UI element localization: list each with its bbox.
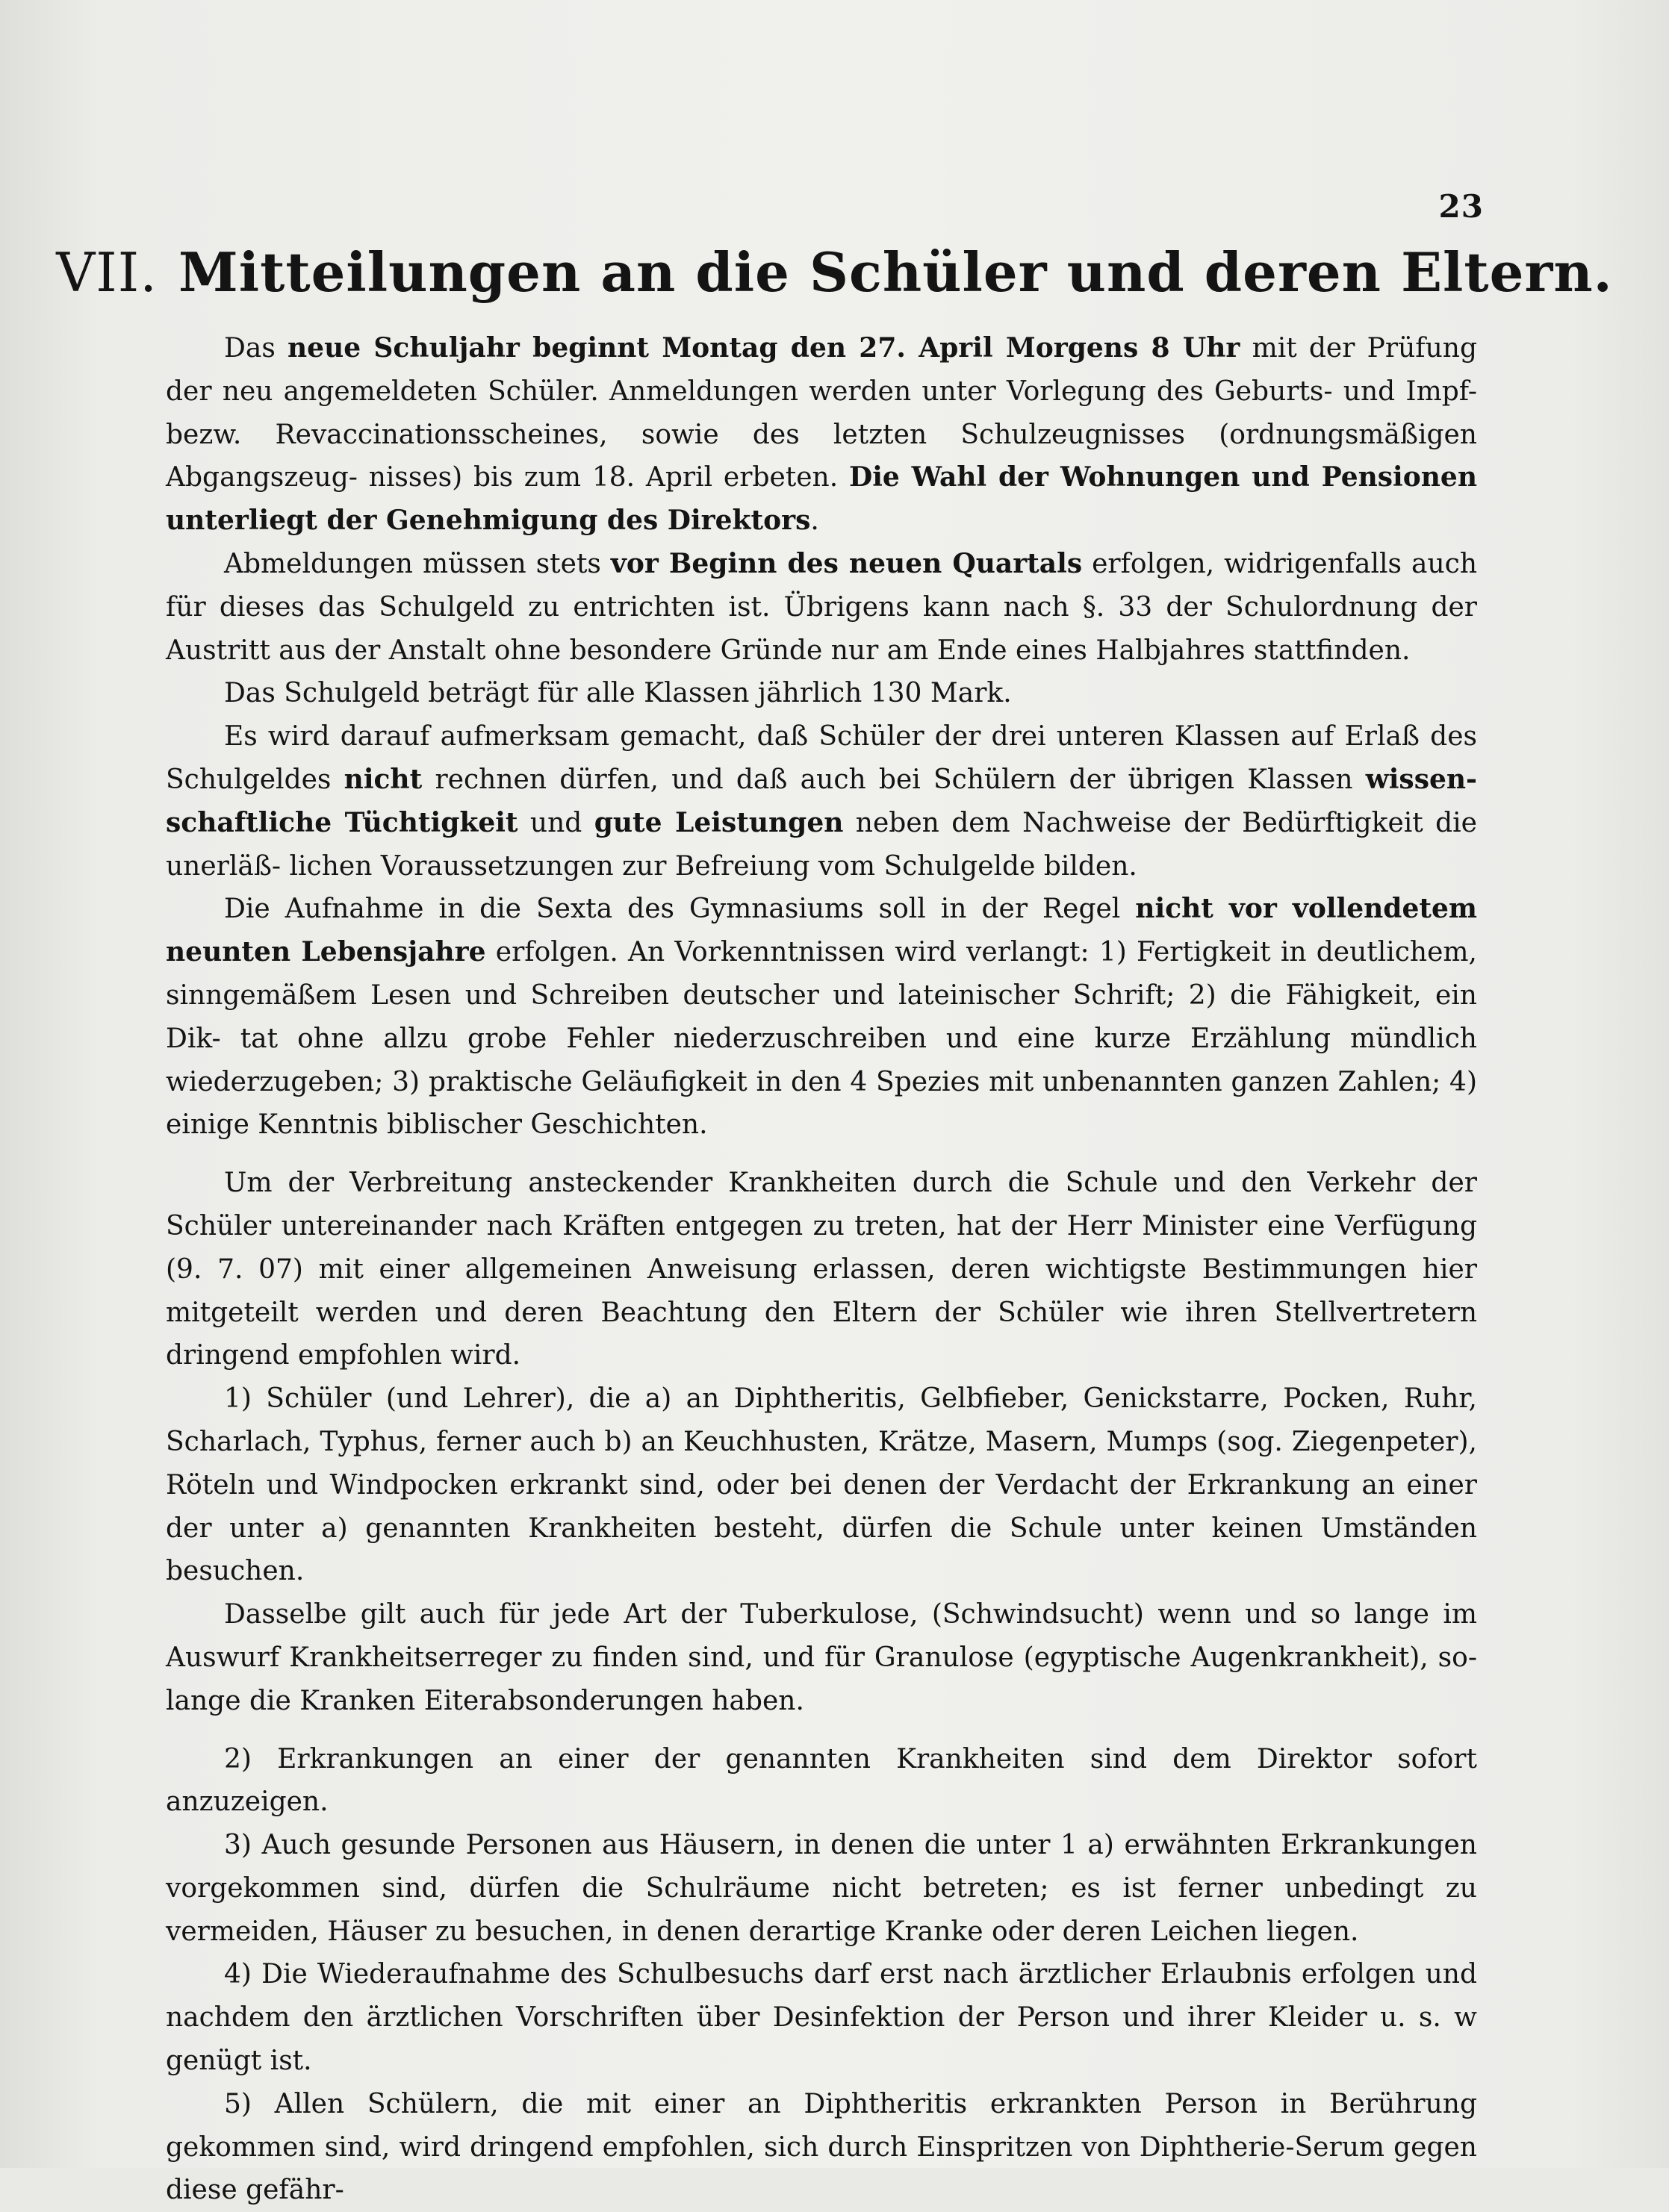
emphasis-minimum-age: nicht vor vollendetem neunten Lebensjahre — [166, 893, 1477, 968]
section-heading — [0, 240, 1669, 304]
paragraph-school-fee: Das Schulgeld beträgt für alle Klassen jährlich 130 Mark. — [224, 678, 1012, 709]
paragraph-fee-waiver: Es wird darauf aufmerksam gemacht, daß Schüler der drei unteren Klassen auf Erlaß des Schulgeldes nicht rechnen dürfen, und daß auch bei Schülern der übrigen Klassen wissen- schaftliche Tüchtigkeit und gute Leistungen neben dem Nachweise der Bedürftigkeit die unerläß- lichen Voraussetzungen zur Befreiung vom Schulgelde bilden. — [166, 721, 1477, 882]
body-text — [166, 327, 1477, 2212]
paragraph-rule-1: 1) Schüler (und Lehrer), die a) an Diphtheritis, Gelbfieber, Genickstarre, Pocken, Ruhr, Scharlach, Typhus, ferner auch b) an Keuchhusten, Krätze, Masern, Mumps (sog. Ziegenpeter), Röteln und Windpocken erkrankt sind, oder bei denen der Verdacht der Erkrankung an einer der unter a) genannten Krankheiten besteht, dürfen die Schule unter keinen Umständen besuchen. — [166, 1383, 1477, 1587]
section-numeral: VII. — [56, 241, 158, 304]
emphasis-quarter-start: vor Beginn des neuen Quartals — [610, 547, 1083, 579]
paragraph-admission-sexta: Die Aufnahme in die Sexta des Gymnasiums soll in der Regel nicht vor vollendetem neunten Lebensjahre erfolgen. An Vorkenntnissen wird verlangt: 1) Fertigkeit in deutlichem, sinngemäßem Lesen und Schreiben deutscher und lateinischer Schrift; 2) die Fähigkeit, ein Dik- tat ohne allzu grobe Fehler niederzuschreiben und eine kurze Erzählung mündlich wiederzugeben; 3) praktische Geläufigkeit in den 4 Spezies mit unbenannten ganzen Zahlen; 4) einige Kenntnis biblischer Geschichten. — [166, 893, 1477, 1141]
section-title: Mitteilungen an die Schüler und deren Eltern. — [178, 240, 1613, 304]
paragraph-rule-5: 5) Allen Schülern, die mit einer an Diphtheritis erkrankten Person in Berührung gekommen sind, wird dringend empfohlen, sich durch Einspritzen von Diphtherie-Serum gegen diese gefähr- — [166, 2088, 1477, 2206]
emphasis-nicht: nicht — [344, 763, 423, 795]
page-number: 23 — [1438, 188, 1484, 225]
paragraph-tuberculosis: Dasselbe gilt auch für jede Art der Tuberkulose, (Schwindsucht) wenn und so lange im Auswurf Krankheitserreger zu finden sind, und für Granulose (egyptische Augenkrankheit), so- lange die Kranken Eiterabsonderungen haben. — [166, 1599, 1477, 1716]
paragraph-deregistration: Abmeldungen müssen stets vor Beginn des neuen Quartals erfolgen, widrigenfalls auch für dieses das Schulgeld zu entrichten ist. Übrigens kann nach §. 33 der Schulordnung der Austritt aus der Anstalt ohne besondere Gründe nur am Ende eines Halbjahres stattfinden. — [166, 547, 1478, 666]
paragraph-contagious-diseases: Um der Verbreitung ansteckender Krankheiten durch die Schule und den Verkehr der Schüler untereinander nach Kräften entgegen zu treten, hat der Herr Minister eine Verfügung (9. 7. 07) mit einer allgemeinen Anweisung erlassen, deren wichtigste Bestimmungen hier mitgeteilt werden und deren Beachtung den Eltern der Schüler wie ihren Stellvertretern dringend empfohlen wird. — [166, 1168, 1477, 1371]
paragraph-rule-3: 3) Auch gesunde Personen aus Häusern, in denen die unter 1 a) erwähnten Erkrankungen vorgekommen sind, dürfen die Schulräume nicht betreten; es ist ferner unbedingt zu vermeiden, Häuser zu besuchen, in denen derartige Kranke oder deren Leichen liegen. — [166, 1830, 1477, 1947]
emphasis-scientific-ability: wissen- schaftliche Tüchtigkeit — [166, 763, 1477, 838]
paragraph-rule-4: 4) Die Wiederaufnahme des Schulbesuchs darf erst nach ärztlicher Erlaubnis erfolgen und nachdem den ärztlichen Vorschriften über Desinfektion der Person und ihrer Kleider u. s. w genügt ist. — [166, 1959, 1477, 2077]
emphasis-start-date: neue Schuljahr beginnt Montag den 27. April Morgens 8 Uhr — [288, 332, 1240, 364]
paragraph-rule-2: 2) Erkrankungen an einer der genannten Krankheiten sind dem Direktor sofort anzuzeigen. — [166, 1743, 1477, 1818]
emphasis-housing-approval: Die Wahl der Wohnungen und Pensionen unterliegt der Genehmigung des Direktors — [166, 461, 1477, 537]
emphasis-good-performance: gute Leistungen — [594, 806, 844, 838]
paragraph-school-year: Das neue Schuljahr beginnt Montag den 27. April Morgens 8 Uhr mit der Prüfung der neu angemeldeten Schüler. Anmeldungen werden unter Vorlegung des Geburts- und Impf- bezw. Revaccinationsscheines, sowie des letzten Schulzeugnisses (ordnungsmäßigen Abgangszeug- nisses) bis zum 18. April erbeten. Die Wahl der Wohnungen und Pensionen unterliegt der Genehmigung des Direktors. — [166, 332, 1477, 537]
